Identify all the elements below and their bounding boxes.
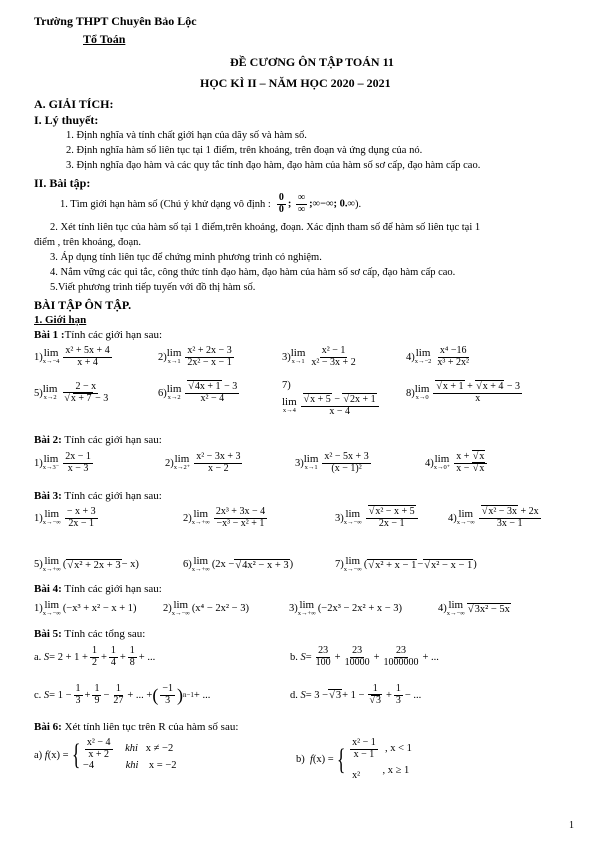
bai1-problem-6: 6) lim x→2 √ $\frac{4x + 1 - 3}{\text{x² − 4}}$ <box>158 382 241 404</box>
bai1-problem-4: 4) lim x→−2 $\frac{\text{x⁴ −16}}{\text{x³ + 2x²}}$ <box>406 345 470 368</box>
bai3-problem-7: 7) lim x→−∞ ( √ x² + x − 1 − √ x² − x − 1 ) <box>335 556 477 574</box>
theory-item-3: 3. Định nghĩa đạo hàm và các quy tắc tính đạo hàm, đạo hàm của hàm số sơ cấp, đạo hàm cấp cao. <box>66 160 481 171</box>
section-a-heading: A. GIẢI TÍCH: <box>34 97 114 111</box>
bai4-problem-2: 2) lim x→−∞ (x⁴ − 2x² − 3) <box>163 599 249 617</box>
bai2-problem-4: 4) lim x→0⁺ $\frac{x + √ x}{x - √ x}$ <box>425 452 489 474</box>
theory-item-1: 1. Định nghĩa và tính chất giới hạn của dãy số và hàm số. <box>66 130 307 141</box>
indeterminate-forms: $\frac{0}{0}$ ; $\frac{\infty}{\infty}$ ;∞−∞; 0.∞ <box>278 192 356 215</box>
bai2-problem-2: 2) lim x→2⁺ $\frac{\text{x² − 3x + 3}}{x - 2}$ <box>165 451 241 474</box>
exercises-heading: II. Bài tập: <box>34 176 91 190</box>
bai5-problem-c: c. S = 1 − $\frac{1}{3}$ + $\frac{1}{9}$ − $\frac{1}{27}$ + ... + ( $\frac{-1}{3}$ ) n−1 + ... <box>34 683 211 706</box>
exercise-1-text: 1. Tìm giới hạn hàm số (Chú ý khử dạng vô định : <box>60 198 271 210</box>
bai1-problem-8: 8) lim x→0 √ $\frac{x + 1 + √ x + 4 - 3}{x}$ <box>406 382 524 404</box>
limits-subheading: 1. Giới hạn <box>34 314 87 326</box>
bai1-problem-1: 1) lim x→−4 $\frac{\text{x² + 5x + 4}}{x + 4}$ <box>34 345 110 368</box>
bai3-heading: Bài 3: Tính các giới hạn sau: <box>34 490 162 502</box>
doc-title: ĐỀ CƯƠNG ÔN TẬP TOÁN 11 <box>230 55 394 69</box>
bai3-problem-2: 2) lim x→+∞ $\frac{\text{2x³ + 3x − 4}}{\text{−x³ − x² + 1}}$ <box>183 506 266 529</box>
page-number: 1 <box>569 820 574 831</box>
exercise-2b: điểm , trên khoảng, đoạn. <box>34 237 142 248</box>
bai1-problem-3: 3) lim x→1 $\frac{\text{x² − 1}}{\text{x² − 3x + 2}}$ <box>282 345 356 368</box>
bai6-problem-b: b) f (x) = { $\frac{\text{x² − 1}}{x - 1}$ , x < 1 x² , x ≥ 1 <box>296 737 412 781</box>
exercise-3: 3. Áp dụng tính liên tục để chứng minh phương trình có nghiệm. <box>50 252 322 263</box>
bai3-problem-3: 3) lim x→−∞ √ $\frac{\text{x² − x + 5}}{2x - 1}$ <box>335 507 420 529</box>
bai1-problem-7: 7) lim x→4 √ $\frac{x + 5 - √ 2x + 1}{x - 4}$ <box>282 380 381 417</box>
bai5-problem-b: b. S = $\frac{23}{100}$ + $\frac{23}{10000}$ + $\frac{23}{1000000}$ + ... <box>290 645 439 668</box>
school-name: Trường THPT Chuyên Bảo Lộc <box>34 14 197 28</box>
theory-item-2: 2. Định nghĩa hàm số liên tục tại 1 điểm, trên khoảng, trên đoạn và ứng dụng của nó. <box>66 145 423 156</box>
theory-heading: I. Lý thuyết: <box>34 113 99 127</box>
bai6-heading: Bài 6: Xét tính liên tục trên R của hàm số sau: <box>34 721 239 733</box>
bai4-problem-3: 3) lim x→+∞ (−2x³ − 2x² + x − 3) <box>289 599 403 617</box>
bai6-problem-a: a) f (x) = { $\frac{\text{x² − 4}}{x + 2}$ khi x ≠ −2 −4 khi x = −2 <box>34 737 177 772</box>
doc-subtitle: HỌC KÌ II – NĂM HỌC 2020 – 2021 <box>200 76 391 90</box>
bai2-heading: Bài 2: Tính các giới hạn sau: <box>34 434 162 446</box>
bai1-problem-5: 5) lim x→2 2 − x √ x + 7 − 3 <box>34 382 112 404</box>
bai5-problem-d: d. S = 3 − √ 3 + 1 − 1 √ 3 + $\frac{1}{3}$ − ... <box>290 684 421 706</box>
exercise-5: 5.Viết phương trình tiếp tuyến với đồ thị hàm số. <box>50 282 256 293</box>
bai3-problem-5: 5) lim x→+∞ ( √ x² + 2x + 3 − x) <box>34 556 139 574</box>
bai3-problem-6: 6) lim x→+∞ (2x − √ 4x² − x + 3 ) <box>183 556 293 574</box>
bai4-problem-1: 1) lim x→−∞ (−x³ + x² − x + 1) <box>34 599 137 617</box>
bai2-problem-3: 3) lim x→1 $\frac{\text{x² − 5x + 3}}{\text{(x − 1)²}}$ <box>295 451 369 474</box>
bai1-problem-2: 2) lim x→1 $\frac{\text{x² + 2x − 3}}{\text{2x² − x − 1}}$ <box>158 345 232 368</box>
bai4-problem-4: 4) lim x→−∞ √ 3x² − 5x <box>438 600 511 618</box>
exercise-4: 4. Nắm vững các qui tắc, công thức tính đạo hàm, đạo hàm của hàm số sơ cấp, đạo hàm cấp cao. <box>50 267 456 278</box>
bai3-problem-1: 1) lim x→−∞ $\frac{- x + 3}{2x - 1}$ <box>34 506 96 529</box>
bai4-heading: Bài 4: Tính các giới hạn sau: <box>34 583 162 595</box>
exercise-2a: 2. Xét tính liên tục của hàm số tại 1 điểm,trên khoảng, đoạn. Xác định tham số để hàm số liên tục tại 1 <box>50 222 481 233</box>
review-heading: BÀI TẬP ÔN TẬP. <box>34 298 132 312</box>
department-name: Tổ Toán <box>83 32 126 46</box>
exercise-1: 1. Tìm giới hạn hàm số (Chú ý khử dạng vô định : $\frac{0}{0}$ ; $\frac{\infty}{\infty}$ ;∞−∞; 0.∞ ). <box>60 192 362 215</box>
bai5-problem-a: a. S = 2 + 1 + $\frac{1}{2}$ + $\frac{1}{4}$ + $\frac{1}{8}$ + ... <box>34 645 156 668</box>
bai3-problem-4: 4) lim x→−∞ √ $\frac{\text{x² − 3x + 2x}}{3x - 1}$ <box>448 507 543 529</box>
bai1-heading: Bài 1 :Tính các giới hạn sau: <box>34 329 163 341</box>
bai2-problem-1: 1) lim x→3⁻ $\frac{2x - 1}{x - 3}$ <box>34 451 91 474</box>
bai5-heading: Bài 5: Tính các tổng sau: <box>34 628 146 640</box>
